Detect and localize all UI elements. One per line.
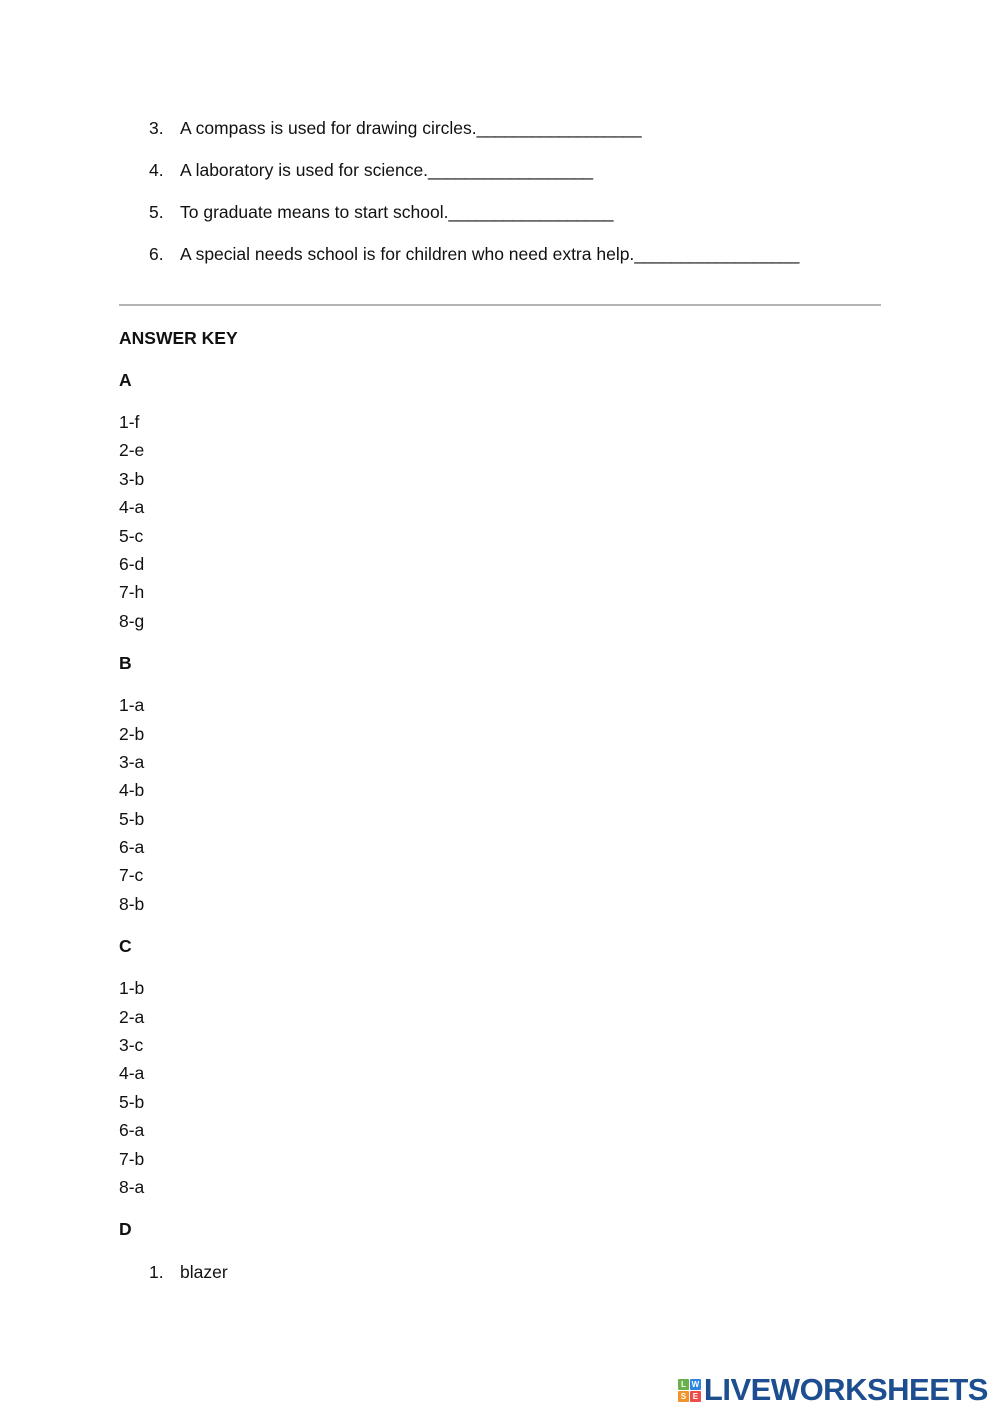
answer-item: 8-b xyxy=(119,893,145,914)
question-item xyxy=(149,202,889,244)
answer-item: 2-b xyxy=(119,723,145,744)
question-item xyxy=(149,160,889,202)
question-list xyxy=(149,118,889,286)
answer-item: 6-d xyxy=(119,553,145,574)
answer-list-a xyxy=(119,412,238,639)
question-number: 4. xyxy=(149,160,164,180)
answer-item: 1-f xyxy=(119,412,140,432)
question-number: 3. xyxy=(149,118,164,138)
answer-list-c xyxy=(119,978,238,1205)
section-divider xyxy=(119,304,881,306)
answer-list-d xyxy=(149,1262,228,1283)
question-number: 6. xyxy=(149,244,164,264)
answer-list-b xyxy=(119,695,238,922)
logo-text: LIVEWORKSHEETS xyxy=(703,1372,988,1407)
answer-blank[interactable]: __________________ xyxy=(448,202,613,222)
logo-mark-tile: L xyxy=(678,1379,689,1390)
answer-item: 6-a xyxy=(119,837,145,858)
question-text: To graduate means to start school. xyxy=(180,202,449,222)
answer-key-title: ANSWER KEY xyxy=(119,328,238,348)
answer-item: 7-h xyxy=(119,582,145,603)
answer-item: 3-b xyxy=(119,468,145,489)
answer-item: 4-b xyxy=(119,780,145,801)
question-text: A special needs school is for children who need extra help. xyxy=(180,244,635,264)
answer-item: 5-b xyxy=(119,1091,145,1112)
liveworksheets-logo xyxy=(678,1372,988,1408)
answer-item: 7-b xyxy=(119,1148,145,1169)
answer-item: 2-a xyxy=(119,1006,145,1027)
answer-blank[interactable]: __________________ xyxy=(476,118,642,138)
logo-mark-icon xyxy=(678,1379,701,1402)
logo-mark-tile: S xyxy=(678,1391,689,1402)
answer-item: 3-a xyxy=(119,751,145,772)
section-heading-d: D xyxy=(119,1219,132,1240)
answer-number: 1. xyxy=(149,1262,164,1282)
answer-item: 7-c xyxy=(119,865,144,886)
section-heading-c: C xyxy=(119,936,132,957)
answer-item: 1-a xyxy=(119,695,145,716)
answer-item: 8-a xyxy=(119,1176,145,1197)
answer-item: 8-g xyxy=(119,610,145,631)
answer-item: 1-b xyxy=(119,978,145,999)
logo-mark-tile: W xyxy=(691,1379,700,1389)
answer-item xyxy=(149,1262,228,1283)
answer-blank[interactable]: __________________ xyxy=(634,244,799,264)
answer-item: 5-b xyxy=(119,808,145,829)
answer-item: 3-c xyxy=(119,1035,144,1056)
question-item xyxy=(149,118,889,160)
answer-item: 4-a xyxy=(119,1063,145,1084)
logo-mark-tile: E xyxy=(690,1391,701,1402)
answer-item: 5-c xyxy=(119,525,144,546)
answer-blank[interactable]: __________________ xyxy=(428,160,593,180)
answer-text: blazer xyxy=(180,1262,228,1282)
question-text: A compass is used for drawing circles. xyxy=(180,118,477,138)
answer-item: 4-a xyxy=(119,497,145,518)
question-number: 5. xyxy=(149,202,164,222)
question-text: A laboratory is used for science. xyxy=(180,160,429,180)
section-heading-b: B xyxy=(119,653,132,674)
answer-item: 2-e xyxy=(119,440,145,461)
answer-item: 6-a xyxy=(119,1120,145,1141)
section-heading-a: A xyxy=(119,370,132,390)
answer-key xyxy=(119,328,238,1261)
question-item xyxy=(149,244,889,286)
